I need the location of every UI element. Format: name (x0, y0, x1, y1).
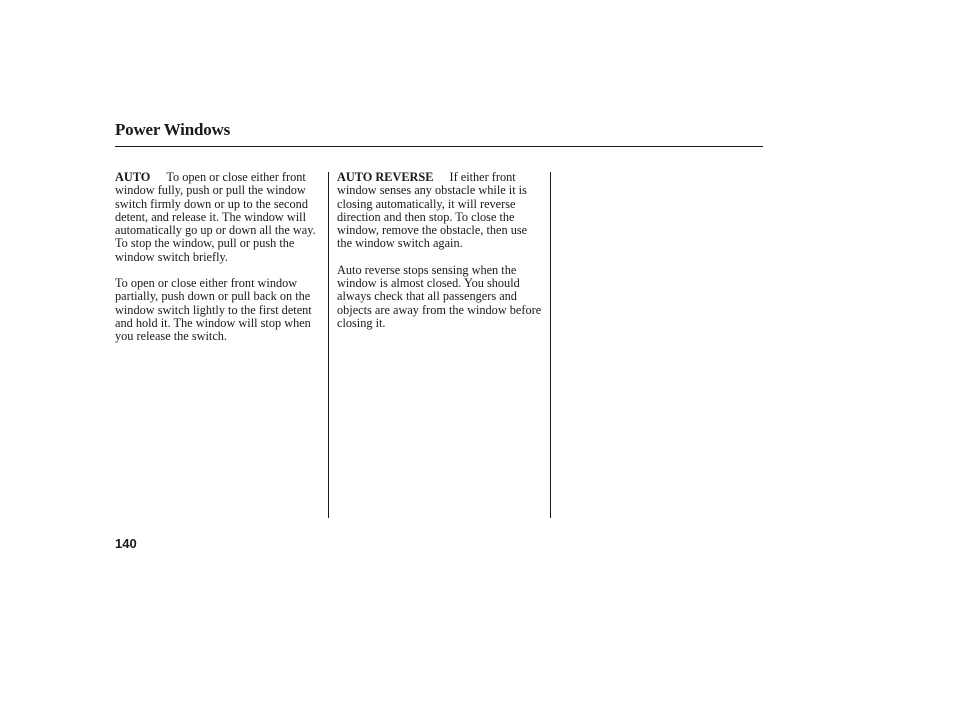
auto-reverse-paragraph (337, 171, 543, 251)
auto-text: To open or close either front window fully, push or pull the window switch firmly down or up to the second detent, and release it. The window will automatically go up or down all the way. To stop the window, pull or push the window switch briefly. (115, 170, 316, 264)
partial-paragraph: To open or close either front window partially, push down or pull back on the window switch lightly to the first detent and hold it. The window will stop when you release the switch. (115, 276, 312, 344)
page-title: Power Windows (115, 120, 231, 139)
title-divider (115, 146, 763, 147)
left-column (115, 171, 321, 357)
auto-reverse-text: If either front window senses any obstacle while it is closing automatically, it will reverse direction and then stop. To close the window, remove the obstacle, then use the window switch again. (337, 170, 528, 251)
auto-paragraph (115, 171, 321, 264)
column-divider-1 (328, 172, 329, 518)
column-divider-2 (550, 172, 551, 518)
sensing-paragraph: Auto reverse stops sensing when the window is almost closed. You should always check that all passengers and objects are away from the window before closing it. (337, 262, 542, 330)
auto-term: AUTO (115, 170, 151, 184)
middle-column (337, 171, 543, 343)
auto-reverse-term: AUTO REVERSE (337, 170, 434, 184)
page-number: 140 (115, 536, 137, 551)
